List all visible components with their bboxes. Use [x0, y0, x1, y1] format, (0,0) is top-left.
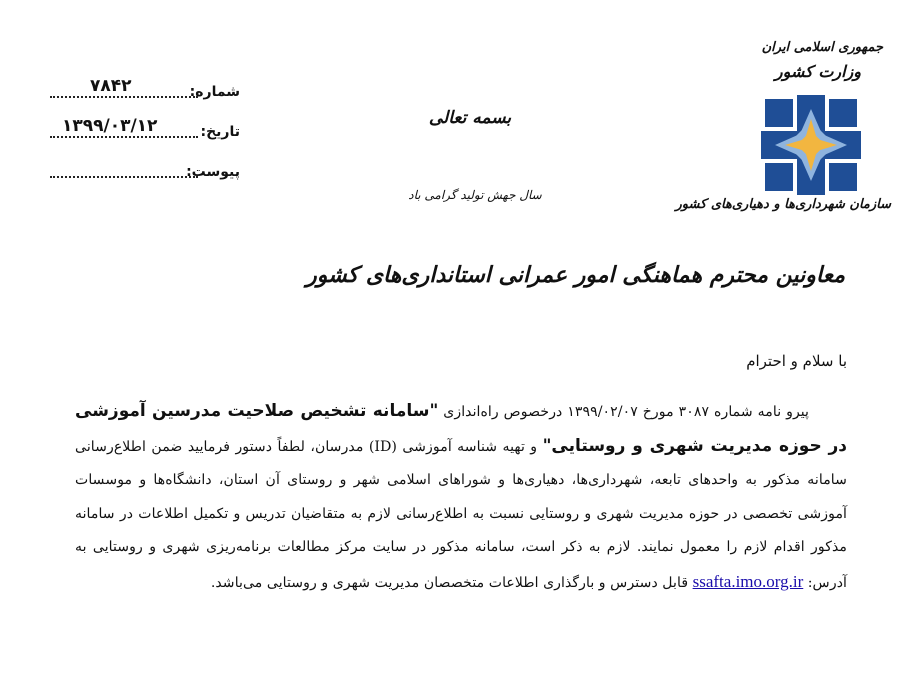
system-website-link[interactable]: ssafta.imo.org.ir [692, 571, 804, 591]
letter-date-row [50, 116, 240, 150]
letter-date-dotted-line [50, 136, 198, 138]
letter-date-label: تاریخ: [200, 124, 240, 140]
letter-attachment-row [50, 164, 240, 190]
logo-organization-name: سازمان شهرداری‌ها و دهیاری‌های کشور [675, 197, 891, 212]
letter-date-value: ۱۳۹۹/۰۳/۱۲ [62, 116, 158, 136]
logo-emblem-icon [761, 95, 861, 195]
organization-logo [675, 40, 891, 225]
logo-country-text: جمهوری اسلامی ایران [761, 40, 883, 55]
recipient-line: معاونین محترم هماهنگی امور عمرانی استانداری‌های کشور [306, 262, 845, 288]
basmala-heading: بسمه تعالی [428, 108, 512, 128]
letter-body [75, 395, 847, 600]
letter-number-dotted-line [50, 96, 198, 98]
system-title-bold: "سامانه تشخیص صلاحیت مدرسین آموزشی در حوزه مدیریت شهری و روستایی" [75, 401, 848, 456]
body-text-part1: پیرو نامه شماره ۳۰۸۷ مورخ ۱۳۹۹/۰۲/۰۷ درخصوص راه‌اندازی [438, 404, 809, 420]
letter-attachment-label: پیوست: [186, 164, 240, 180]
body-text-part2: و تهیه شناسه آموزشی (ID) مدرسان، لطفاً دستور فرمایید ضمن اطلاع‌رسانی سامانه مذکور به واحدهای تابعه، شهرداری‌ها، دهیاری‌ها و شوراهای اسلامی شهر و روستای آن استان، دانشگاه‌ها و موسسات آموزشی تخصصی در حوزه مدیریت شهری و روستایی نسبت به اطلاع‌رسانی لازم به متقاضیان تدریس و تکمیل اطلاعات در سامانه مذکور اقدام لازم را معمول نمایند. لازم به ذکر است، سامانه مذکور در سایت مرکز مطالعات برنامه‌ریزی شهری و روستایی به آدرس: [75, 438, 847, 591]
letter-number-label: شماره: [189, 84, 240, 100]
logo-ministry-text: وزارت کشور [774, 62, 861, 81]
letter-attachment-dotted-line [50, 176, 198, 178]
greeting: با سلام و احترام [746, 352, 847, 370]
letter-number-value: ۷۸۴۲ [90, 76, 132, 96]
year-motto: سال جهش تولید گرامی باد [408, 188, 542, 202]
body-text-part3: قابل دسترس و بارگذاری اطلاعات متخصصان مدیریت شهری و روستایی می‌باشد. [210, 574, 693, 591]
letter-number-row [50, 76, 240, 110]
